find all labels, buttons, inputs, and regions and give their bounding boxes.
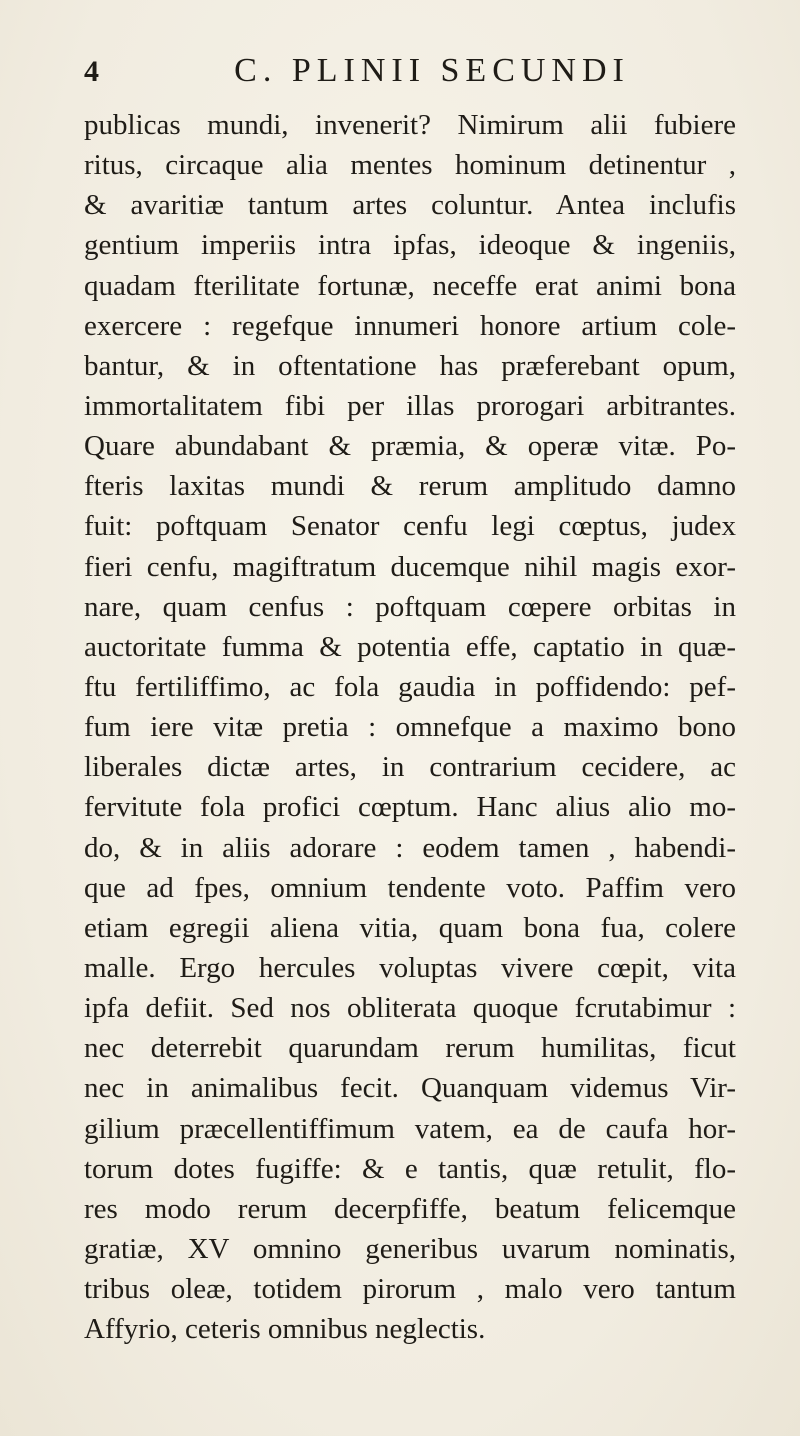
text-line: quadam fterilitate fortunæ, neceffe erat animi bona: [84, 269, 736, 302]
text-line: nec in animalibus fecit. Quanquam videmus Vir-: [84, 1072, 736, 1105]
text-line: res modo rerum decerpfiffe, beatum felicemque: [84, 1192, 736, 1225]
running-head: C. PLINII SECUNDI: [234, 52, 630, 89]
text-line: fieri cenfu, magiftratum ducemque nihil magis exor-: [84, 550, 736, 583]
text-line: tribus oleæ, totidem pirorum , malo vero tantum: [84, 1273, 736, 1306]
text-line: & avaritiæ tantum artes coluntur. Antea inclufis: [84, 189, 736, 222]
text-line: ipfa defiit. Sed nos obliterata quoque fcrutabimur :: [84, 992, 736, 1025]
text-line: fum iere vitæ pretia : omnefque a maximo bono: [84, 711, 736, 744]
text-line: etiam egregii aliena vitia, quam bona fua, colere: [84, 911, 736, 944]
text-line: fervitute fola profici cœptum. Hanc alius alio mo-: [84, 791, 736, 824]
page-number: 4: [84, 55, 99, 88]
text-line: ftu fertiliffimo, ac fola gaudia in poffidendo: pef-: [84, 670, 736, 703]
text-line: malle. Ergo hercules voluptas vivere cœpit, vita: [84, 951, 736, 984]
text-line: bantur, & in oftentatione has præferebant opum,: [84, 349, 736, 382]
text-line: fuit: poftquam Senator cenfu legi cœptus, judex: [84, 510, 736, 543]
text-line: auctoritate fumma & potentia effe, captatio in quæ-: [84, 630, 736, 663]
text-line: fteris laxitas mundi & rerum amplitudo damno: [84, 470, 736, 503]
text-line: liberales dictæ artes, in contrarium cecidere, ac: [84, 751, 736, 784]
text-line: gilium præcellentiffimum vatem, ea de caufa hor-: [84, 1112, 736, 1145]
page-header: [84, 50, 734, 94]
text-line: gratiæ, XV omnino generibus uvarum nominatis,: [84, 1232, 736, 1265]
text-line: exercere : regefque innumeri honore artium cole-: [84, 309, 736, 342]
body-text: [84, 105, 736, 1349]
text-line: Quare abundabant & præmia, & operæ vitæ. Po-: [84, 430, 736, 463]
text-line: gentium imperiis intra ipfas, ideoque & ingeniis,: [84, 229, 736, 262]
text-line: do, & in aliis adorare : eodem tamen , habendi-: [84, 831, 736, 864]
text-line: torum dotes fugiffe: & e tantis, quæ retulit, flo-: [84, 1152, 736, 1185]
text-line: Affyrio, ceteris omnibus neglectis.: [84, 1313, 486, 1346]
text-line: que ad fpes, omnium tendente voto. Paffim vero: [84, 871, 736, 904]
text-line: immortalitatem fibi per illas prorogari arbitrantes.: [84, 389, 736, 422]
text-line: nare, quam cenfus : poftquam cœpere orbitas in: [84, 590, 736, 623]
text-line: nec deterrebit quarundam rerum humilitas, ficut: [84, 1032, 736, 1065]
text-line: ritus, circaque alia mentes hominum detinentur ,: [84, 149, 736, 182]
text-line: publicas mundi, invenerit? Nimirum alii fubiere: [84, 109, 736, 141]
